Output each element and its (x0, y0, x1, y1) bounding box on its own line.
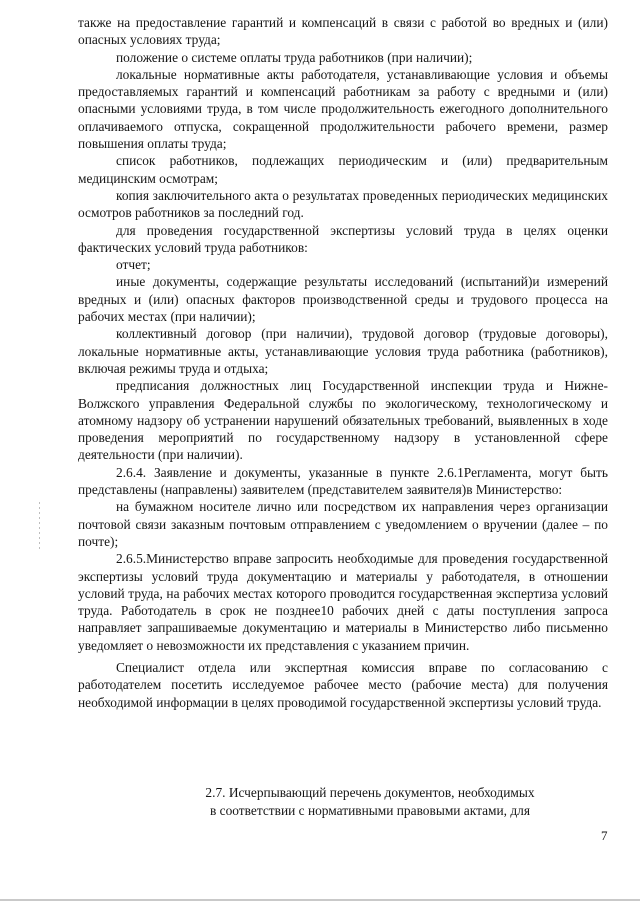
paragraph-2-6-5: 2.6.5.Министерство вправе запросить необходимые для проведения государственной экспертизы условий труда документацию и материалы у работодателя, в отношении условий труда, на рабочих местах которого проводится государственная экспертиза условий труда. Работодатель в срок не позднее10 рабочих дней с даты поступления запроса направляет запрашиваемые документацию и материалы в Министерство либо письменно уведомляет о невозможности их представления с указанием причин. (78, 551, 608, 653)
document-body (78, 14, 608, 711)
paragraph-local-acts: локальные нормативные акты работодателя, устанавливающие условия и объемы предоставляемых гарантий и компенсаций работникам за работу с вредными и (или) опасными условиями труда, в том числе продолжительность ежегодного дополнительного оплачиваемого отпуска, сокращенной продолжительности рабочего времени, размер повышения оплаты труда; (78, 66, 608, 152)
page-number: 7 (601, 828, 608, 843)
paragraph-2-6-4: 2.6.4. Заявление и документы, указанные в пункте 2.6.1Регламента, могут быть представлены (направлены) заявителем (представителем заявителя)в Министерство: (78, 464, 608, 498)
section-heading-2-7 (150, 784, 590, 820)
paragraph-collective-agreement: коллективный договор (при наличии), трудовой договор (трудовые договоры), локальные нормативные акты, устанавливающие условия труда работника (работников), включая режимы труда и отдыха; (78, 326, 608, 376)
heading-line-2: в соответствии с нормативными правовыми актами, для (209, 803, 531, 818)
bottom-scan-border (0, 899, 640, 901)
scan-mark (39, 502, 40, 552)
paragraph-report: отчет; (116, 257, 151, 273)
paragraph-actual-conditions-intro: для проведения государственной экспертизы условий труда в целях оценки фактических условий труда работников: (78, 222, 608, 255)
paragraph-medical-list: список работников, подлежащих периодическим и (или) предварительным медицинским осмотрам; (78, 153, 608, 186)
paragraph-paper-submission: на бумажном носителе лично или посредством их направления через организации почтовой связи заказным почтовым отправлением с уведомлением о вручении (далее – по почте); (78, 499, 608, 549)
paragraph-final-act-copy: копия заключительного акта о результатах проведенных периодических медицинских осмотров работников за последний год. (78, 187, 608, 221)
paragraph-research-results: иные документы, содержащие результаты исследований (испытаний)и измерений вредных и (или) опасных факторов производственной среды и трудового процесса на рабочих местах (при наличии); (78, 274, 608, 325)
paragraph-site-visit: Специалист отдела или экспертная комиссия вправе по согласованию с работодателем посетить исследуемое рабочее место (рабочие места) для получения необходимой информации в целях проводимой государственной экспертизы условий труда. (78, 659, 608, 710)
heading-line-1: 2.7. Исчерпывающий перечень документов, необходимых (205, 785, 535, 800)
paragraph-pay-system: положение о системе оплаты труда работников (при наличии); (116, 49, 473, 65)
paragraph-guarantees-continuation: также на предоставление гарантий и компенсаций в связи с работой во вредных и (или) опасных условиях труда; (78, 15, 608, 48)
paragraph-inspection-orders: предписания должностных лиц Государственной инспекции труда и Нижне-Волжского управления Федеральной службы по экологическому, технологическому и атомному надзору об устранении нарушений обязательных требований, выявленных в ходе проведения мероприятий по государственному надзору в установленной сфере деятельности (при наличии). (78, 378, 608, 463)
